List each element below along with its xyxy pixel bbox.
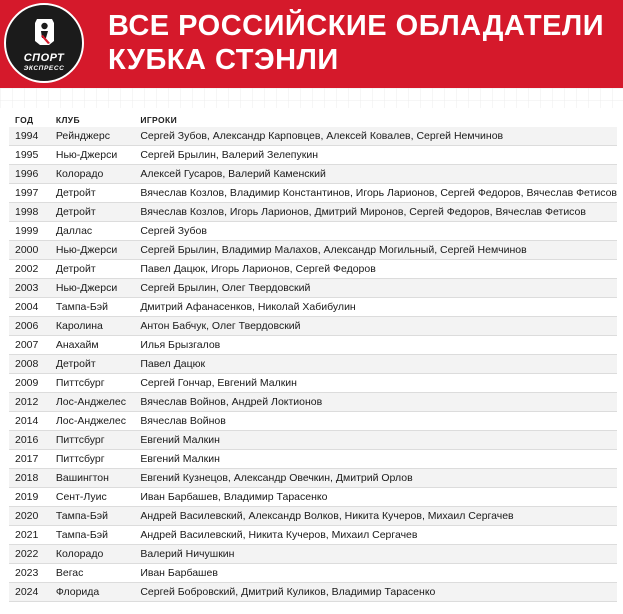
- table-row: [9, 279, 617, 298]
- cell-club: Каролина: [50, 317, 134, 336]
- cell-club: Лос-Анджелес: [50, 412, 134, 431]
- cell-club: Нью-Джерси: [50, 241, 134, 260]
- cell-players: Вячеслав Козлов, Игорь Ларионов, Дмитрий Миронов, Сергей Федоров, Вячеслав Фетисов: [134, 203, 617, 222]
- cell-year: 2004: [9, 298, 50, 317]
- table-row: [9, 583, 617, 602]
- cell-club: Лос-Анджелес: [50, 393, 134, 412]
- cell-players: Сергей Брылин, Владимир Малахов, Александр Могильный, Сергей Немчинов: [134, 241, 617, 260]
- table-row: [9, 450, 617, 469]
- cell-club: Тампа-Бэй: [50, 507, 134, 526]
- table-row: [9, 564, 617, 583]
- cell-year: 2023: [9, 564, 50, 583]
- sport-express-logo: [4, 3, 84, 83]
- column-header-club: КЛУБ: [55, 115, 81, 125]
- cell-club: Питтсбург: [50, 431, 134, 450]
- cell-year: 1998: [9, 203, 50, 222]
- table-row: [9, 412, 617, 431]
- cell-year: 2022: [9, 545, 50, 564]
- table-row: [9, 260, 617, 279]
- cell-players: Вячеслав Козлов, Владимир Константинов, Игорь Ларионов, Сергей Федоров, Вячеслав Фетисов: [134, 184, 617, 203]
- cell-year: 1999: [9, 222, 50, 241]
- cell-players: Сергей Бобровский, Дмитрий Куликов, Владимир Тарасенко: [134, 583, 617, 602]
- cell-year: 2003: [9, 279, 50, 298]
- cell-year: 2002: [9, 260, 50, 279]
- cell-players: Андрей Василевский, Никита Кучеров, Михаил Сергачев: [134, 526, 617, 545]
- table-row: [9, 526, 617, 545]
- cell-players: Евгений Малкин: [134, 431, 617, 450]
- table-row: [9, 488, 617, 507]
- cell-club: Детройт: [50, 184, 134, 203]
- table-row: [9, 393, 617, 412]
- cell-club: Вегас: [50, 564, 134, 583]
- cell-year: 2014: [9, 412, 50, 431]
- logo-text-sport: СПОРТ: [23, 52, 65, 64]
- table-row: [9, 545, 617, 564]
- cell-year: 1996: [9, 165, 50, 184]
- title-line-1: ВСЕ РОССИЙСКИЕ ОБЛАДАТЕЛИ: [108, 10, 605, 42]
- cell-club: Колорадо: [50, 165, 134, 184]
- cell-club: Анахайм: [50, 336, 134, 355]
- cell-players: Андрей Василевский, Александр Волков, Никита Кучеров, Михаил Сергачев: [134, 507, 617, 526]
- cell-players: Сергей Зубов, Александр Карповцев, Алексей Ковалев, Сергей Немчинов: [134, 127, 617, 146]
- cell-year: 2009: [9, 374, 50, 393]
- table-row: [9, 374, 617, 393]
- table-row: [9, 317, 617, 336]
- cell-players: Иван Барбашев, Владимир Тарасенко: [134, 488, 617, 507]
- cell-club: Нью-Джерси: [50, 146, 134, 165]
- cell-year: 2012: [9, 393, 50, 412]
- cell-club: Детройт: [50, 260, 134, 279]
- column-header-year: ГОД: [15, 115, 34, 125]
- table-row: [9, 222, 617, 241]
- cell-club: Нью-Джерси: [50, 279, 134, 298]
- cell-players: Дмитрий Афанасенков, Николай Хабибулин: [134, 298, 617, 317]
- cell-year: 2021: [9, 526, 50, 545]
- cell-club: Питтсбург: [50, 374, 134, 393]
- cell-club: Тампа-Бэй: [50, 526, 134, 545]
- cell-players: Сергей Брылин, Валерий Зелепукин: [134, 146, 617, 165]
- cell-players: Илья Брызгалов: [134, 336, 617, 355]
- cell-players: Сергей Зубов: [134, 222, 617, 241]
- cell-players: Евгений Малкин: [134, 450, 617, 469]
- cell-club: Флорида: [50, 583, 134, 602]
- logo-text-express: ЭКСПРЕСС: [23, 65, 65, 72]
- table-row: [9, 336, 617, 355]
- cell-year: 1997: [9, 184, 50, 203]
- cell-players: Евгений Кузнецов, Александр Овечкин, Дмитрий Орлов: [134, 469, 617, 488]
- table-row: [9, 184, 617, 203]
- table-row: [9, 355, 617, 374]
- cell-players: Валерий Ничушкин: [134, 545, 617, 564]
- cell-year: 2008: [9, 355, 50, 374]
- table-row: [9, 165, 617, 184]
- title-line-2: КУБКА СТЭНЛИ: [108, 44, 339, 76]
- header-banner: [0, 0, 623, 88]
- cell-players: Иван Барбашев: [134, 564, 617, 583]
- cell-players: Сергей Гончар, Евгений Малкин: [134, 374, 617, 393]
- table-row: [9, 507, 617, 526]
- cell-players: Алексей Гусаров, Валерий Каменский: [134, 165, 617, 184]
- decorative-grid: [0, 88, 623, 108]
- cell-players: Сергей Брылин, Олег Твердовский: [134, 279, 617, 298]
- cell-club: Детройт: [50, 203, 134, 222]
- table-row: [9, 127, 617, 146]
- cell-players: Антон Бабчук, Олег Твердовский: [134, 317, 617, 336]
- cell-year: 2007: [9, 336, 50, 355]
- page-title: [108, 9, 604, 77]
- table-row: [9, 431, 617, 450]
- cell-year: 1994: [9, 127, 50, 146]
- cell-players: Вячеслав Войнов: [134, 412, 617, 431]
- cell-year: 2020: [9, 507, 50, 526]
- table-row: [9, 146, 617, 165]
- cell-year: 1995: [9, 146, 50, 165]
- cell-year: 2006: [9, 317, 50, 336]
- cell-year: 2016: [9, 431, 50, 450]
- cell-year: 2018: [9, 469, 50, 488]
- cell-year: 2024: [9, 583, 50, 602]
- cell-club: Питтсбург: [50, 450, 134, 469]
- column-header-players: ИГРОКИ: [140, 115, 178, 125]
- table-row: [9, 241, 617, 260]
- cell-year: 2000: [9, 241, 50, 260]
- stanley-cup-table: [9, 110, 617, 602]
- cell-players: Павел Дацюк: [134, 355, 617, 374]
- cell-players: Павел Дацюк, Игорь Ларионов, Сергей Федоров: [134, 260, 617, 279]
- cell-club: Колорадо: [50, 545, 134, 564]
- cell-club: Тампа-Бэй: [50, 298, 134, 317]
- cell-club: Вашингтон: [50, 469, 134, 488]
- cell-year: 2019: [9, 488, 50, 507]
- table-row: [9, 203, 617, 222]
- cell-club: Детройт: [50, 355, 134, 374]
- cell-players: Вячеслав Войнов, Андрей Локтионов: [134, 393, 617, 412]
- table-row: [9, 298, 617, 317]
- table-header-row: [9, 110, 617, 127]
- cell-year: 2017: [9, 450, 50, 469]
- cell-club: Рейнджерс: [50, 127, 134, 146]
- cell-club: Даллас: [50, 222, 134, 241]
- table-row: [9, 469, 617, 488]
- cell-club: Сент-Луис: [50, 488, 134, 507]
